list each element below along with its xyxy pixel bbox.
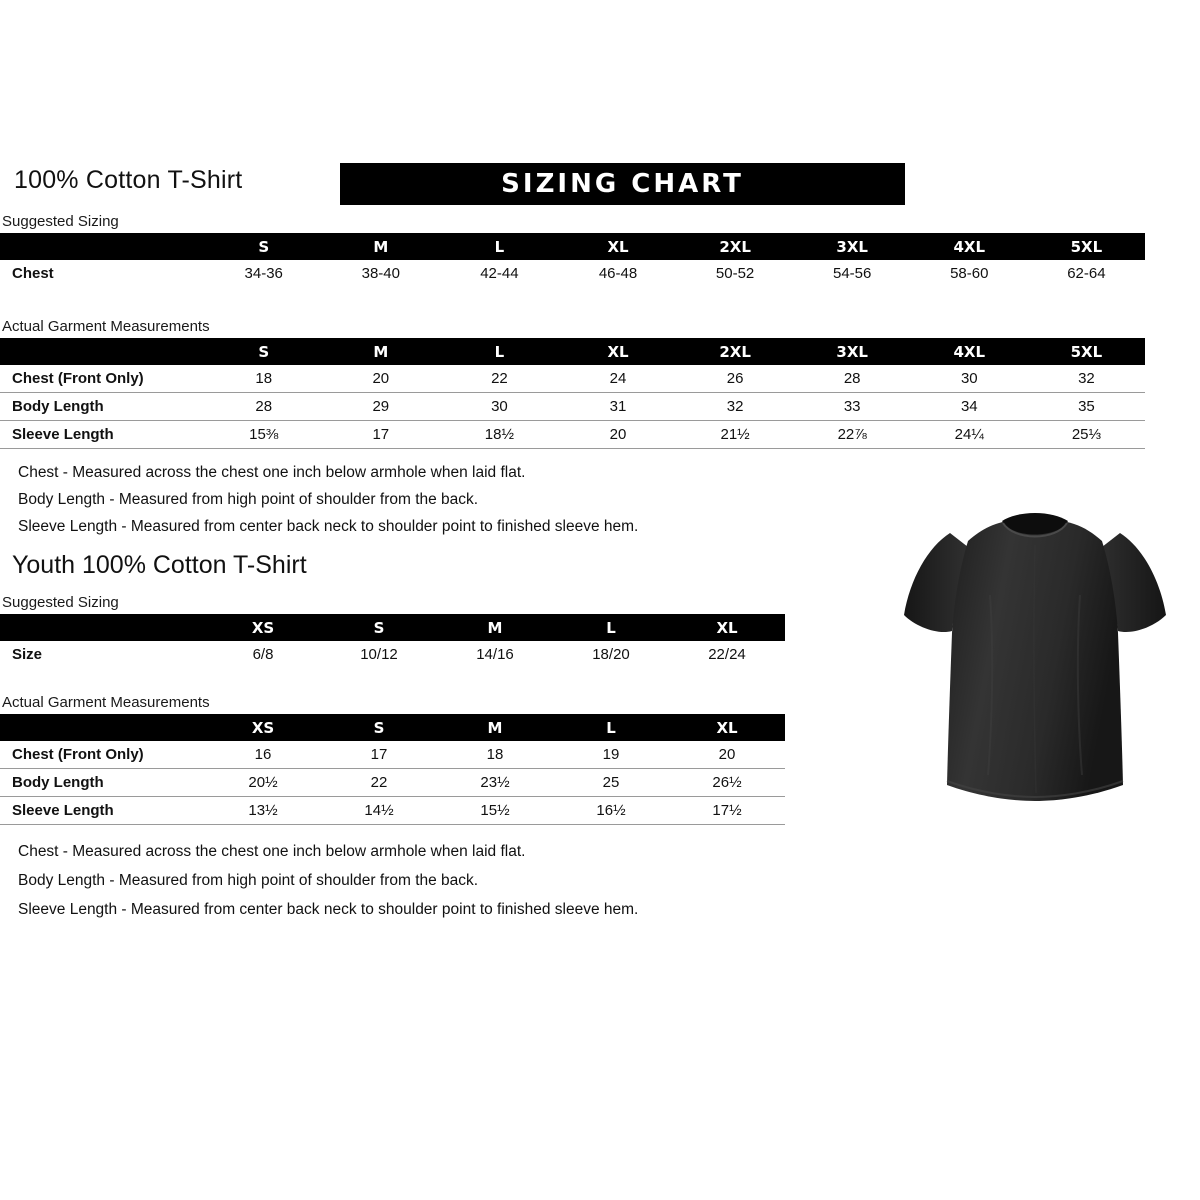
table-cell: 46-48 xyxy=(598,265,638,282)
table-cell: 17 xyxy=(321,741,437,769)
table-row xyxy=(0,365,1145,393)
header-cell: L xyxy=(494,237,505,256)
table-header-row xyxy=(0,614,785,641)
header-cell: S xyxy=(258,237,270,256)
table-cell: 25⅓ xyxy=(1028,421,1145,449)
header-cell: L xyxy=(606,618,616,637)
table-cell: 28 xyxy=(205,393,322,421)
table-cell: 23½ xyxy=(437,769,553,797)
header-cell: L xyxy=(494,342,505,361)
header-cell xyxy=(0,233,205,260)
table-cell: 33 xyxy=(794,393,911,421)
table-cell: 16 xyxy=(205,741,321,769)
adult-actual-measurements-table xyxy=(0,338,1145,449)
table-cell: 14½ xyxy=(321,797,437,825)
table-cell: 28 xyxy=(794,365,911,393)
table-cell: 38-40 xyxy=(361,265,400,282)
table-header-row xyxy=(0,714,785,741)
header-cell: XS xyxy=(251,718,275,737)
table-cell: 30 xyxy=(911,365,1028,393)
youth-actual-measurements-label: Actual Garment Measurements xyxy=(2,694,210,711)
header-cell: 3XL xyxy=(836,237,868,256)
table-header-row xyxy=(0,233,1145,260)
header-cell: XL xyxy=(607,342,629,361)
table-cell: 20 xyxy=(669,741,785,769)
table-cell: 22 xyxy=(321,769,437,797)
table-cell: 58-60 xyxy=(950,265,989,282)
tshirt-icon xyxy=(890,475,1180,815)
table-cell: 42-44 xyxy=(480,265,519,282)
header-cell: M xyxy=(487,718,503,737)
row-label: Chest xyxy=(12,265,54,282)
table-cell: 34 xyxy=(911,393,1028,421)
header-cell xyxy=(0,614,205,641)
row-label: Sleeve Length xyxy=(0,797,205,825)
table-cell: 26½ xyxy=(669,769,785,797)
table-cell: 17 xyxy=(322,421,439,449)
table-row xyxy=(0,769,785,797)
table-cell: 18 xyxy=(437,741,553,769)
row-label: Sleeve Length xyxy=(0,421,205,449)
table-cell: 20 xyxy=(559,421,676,449)
header-cell: M xyxy=(373,237,389,256)
header-cell: XL xyxy=(716,718,738,737)
table-cell: 6/8 xyxy=(252,646,274,663)
table-cell: 20 xyxy=(322,365,439,393)
youth-note-body-length: Body Length - Measured from high point of shoulder from the back. xyxy=(18,872,479,889)
table-row xyxy=(0,393,1145,421)
header-cell: M xyxy=(487,618,503,637)
table-cell: 22⅞ xyxy=(794,421,911,449)
table-cell: 34-36 xyxy=(244,265,283,282)
table-cell: 31 xyxy=(559,393,676,421)
table-cell: 62-64 xyxy=(1067,265,1106,282)
sizing-chart-banner-text: SIZING CHART xyxy=(501,169,744,199)
header-cell: 2XL xyxy=(719,237,751,256)
table-cell: 30 xyxy=(439,393,559,421)
table-cell: 32 xyxy=(1028,365,1145,393)
header-cell xyxy=(0,714,205,741)
header-cell: L xyxy=(606,718,616,737)
table-cell: 25 xyxy=(553,769,669,797)
header-cell xyxy=(0,338,205,365)
adult-note-body-length: Body Length - Measured from high point of shoulder from the back. xyxy=(18,491,479,508)
header-cell: XL xyxy=(607,237,629,256)
row-label: Chest (Front Only) xyxy=(0,365,205,393)
adult-note-sleeve-length: Sleeve Length - Measured from center back neck to shoulder point to finished sleeve hem. xyxy=(18,518,639,535)
table-header-row xyxy=(0,338,1145,365)
table-cell: 15⅜ xyxy=(205,421,322,449)
adult-note-chest: Chest - Measured across the chest one inch below armhole when laid flat. xyxy=(18,464,526,481)
table-cell: 18 xyxy=(205,365,322,393)
youth-suggested-sizing-label: Suggested Sizing xyxy=(2,594,119,611)
row-label: Body Length xyxy=(0,769,205,797)
table-cell: 29 xyxy=(322,393,439,421)
adult-suggested-sizing-table xyxy=(0,233,1145,287)
table-row xyxy=(0,641,785,668)
youth-suggested-sizing-table xyxy=(0,614,785,668)
table-cell: 10/12 xyxy=(360,646,398,663)
table-row xyxy=(0,741,785,769)
table-cell: 50-52 xyxy=(715,265,755,282)
table-cell: 16½ xyxy=(553,797,669,825)
table-cell: 22/24 xyxy=(708,646,746,663)
adult-section-title: 100% Cotton T-Shirt xyxy=(14,166,243,194)
table-row xyxy=(0,797,785,825)
table-cell: 13½ xyxy=(205,797,321,825)
adult-actual-measurements-label: Actual Garment Measurements xyxy=(2,318,210,335)
header-cell: 4XL xyxy=(953,342,986,361)
product-image xyxy=(890,475,1180,815)
row-label: Body Length xyxy=(0,393,205,421)
table-row xyxy=(0,421,1145,449)
header-cell: 5XL xyxy=(1070,342,1103,361)
youth-actual-measurements-table xyxy=(0,714,785,825)
header-cell: 5XL xyxy=(1070,237,1103,256)
table-cell: 14/16 xyxy=(476,646,514,663)
header-cell: XL xyxy=(716,618,738,637)
row-label: Size xyxy=(12,646,43,663)
table-cell: 18/20 xyxy=(592,646,630,663)
sizing-chart-banner xyxy=(340,163,905,205)
table-cell: 18½ xyxy=(439,421,559,449)
table-cell: 19 xyxy=(553,741,669,769)
header-cell: 2XL xyxy=(719,342,751,361)
table-cell: 24 xyxy=(559,365,676,393)
youth-section-title: Youth 100% Cotton T-Shirt xyxy=(12,551,307,579)
table-cell: 54-56 xyxy=(833,265,872,282)
youth-note-chest: Chest - Measured across the chest one inch below armhole when laid flat. xyxy=(18,843,526,860)
table-cell: 22 xyxy=(439,365,559,393)
header-cell: S xyxy=(373,718,385,737)
table-cell: 26 xyxy=(677,365,794,393)
header-cell: 3XL xyxy=(836,342,868,361)
youth-note-sleeve-length: Sleeve Length - Measured from center back neck to shoulder point to finished sleeve hem. xyxy=(18,901,639,918)
row-label: Chest (Front Only) xyxy=(0,741,205,769)
table-cell: 24¼ xyxy=(911,421,1028,449)
header-cell: M xyxy=(373,342,389,361)
header-cell: S xyxy=(258,342,270,361)
table-row xyxy=(0,260,1145,287)
table-cell: 15½ xyxy=(437,797,553,825)
table-cell: 17½ xyxy=(669,797,785,825)
table-cell: 32 xyxy=(677,393,794,421)
table-cell: 20½ xyxy=(205,769,321,797)
table-cell: 35 xyxy=(1028,393,1145,421)
table-cell: 21½ xyxy=(677,421,794,449)
adult-suggested-sizing-label: Suggested Sizing xyxy=(2,213,119,230)
header-cell: XS xyxy=(251,618,275,637)
header-cell: 4XL xyxy=(953,237,986,256)
header-cell: S xyxy=(373,618,385,637)
